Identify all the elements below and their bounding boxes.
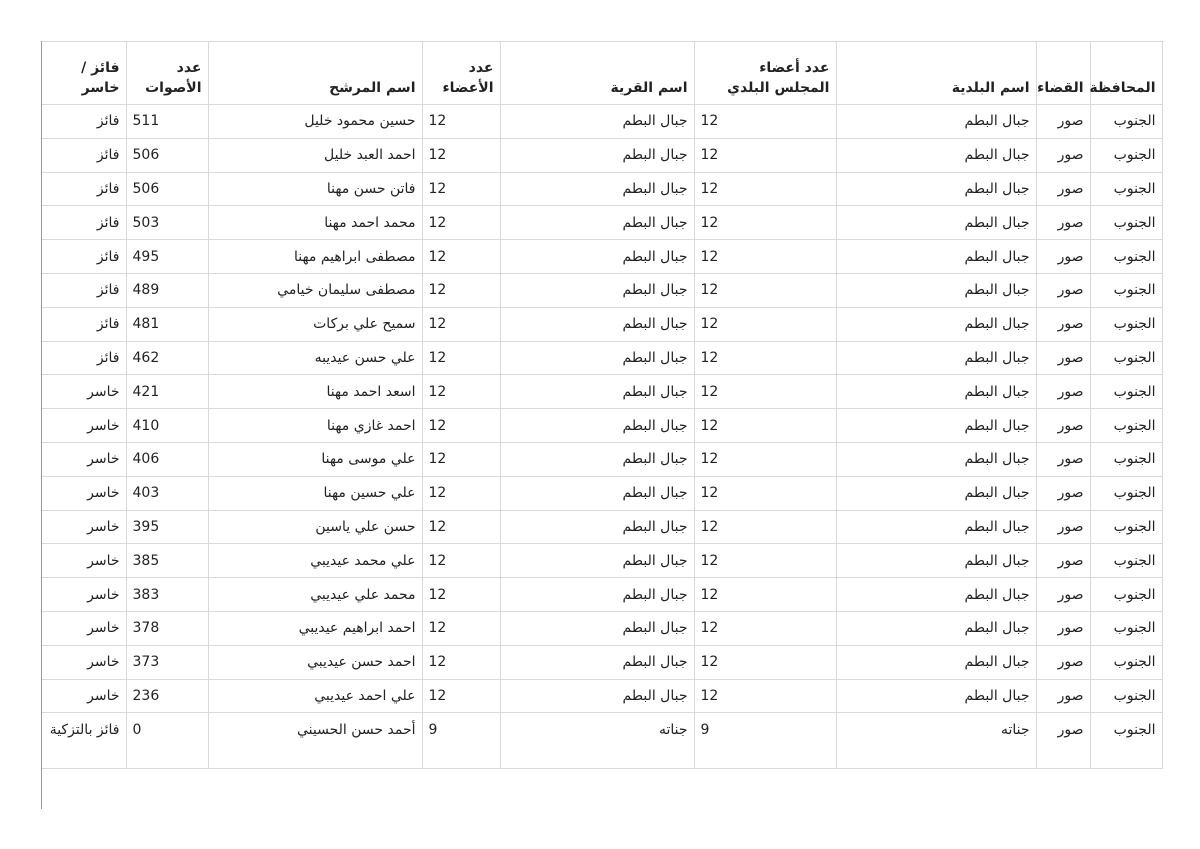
cell-members[interactable]: 12 — [422, 375, 500, 409]
cell-candidate[interactable]: علي حسن عيديبه — [208, 341, 422, 375]
cell-village[interactable]: جبال البطم — [500, 409, 694, 443]
cell-council-members[interactable]: 9 — [694, 713, 836, 769]
cell-district[interactable]: صور — [1036, 273, 1090, 307]
cell-council-members[interactable]: 12 — [694, 138, 836, 172]
cell-municipality[interactable]: جبال البطم — [836, 409, 1036, 443]
table-body — [42, 105, 1162, 769]
header-members[interactable]: عدد الأعضاء — [422, 42, 500, 105]
cell-council-members[interactable]: 12 — [694, 645, 836, 679]
header-row — [42, 42, 1162, 105]
spreadsheet — [41, 41, 1162, 809]
cell-members[interactable]: 12 — [422, 273, 500, 307]
cell-council-members[interactable]: 12 — [694, 510, 836, 544]
cell-district[interactable]: صور — [1036, 476, 1090, 510]
cell-village[interactable]: جبال البطم — [500, 375, 694, 409]
cell-council-members[interactable]: 12 — [694, 544, 836, 578]
table-row — [42, 307, 1162, 341]
header-result[interactable]: فائز / خاسر — [42, 42, 126, 105]
cell-village[interactable]: جبال البطم — [500, 679, 694, 713]
cell-candidate[interactable]: احمد العبد خليل — [208, 138, 422, 172]
table-row — [42, 679, 1162, 713]
cell-members[interactable]: 12 — [422, 442, 500, 476]
cell-votes[interactable]: 403 — [126, 476, 208, 510]
table-header — [42, 42, 1162, 105]
cell-members[interactable]: 12 — [422, 138, 500, 172]
cell-village[interactable]: جبال البطم — [500, 240, 694, 274]
cell-votes[interactable]: 373 — [126, 645, 208, 679]
cell-governorate[interactable]: الجنوب — [1090, 578, 1162, 612]
cell-village[interactable]: جبال البطم — [500, 544, 694, 578]
cell-municipality[interactable]: جبال البطم — [836, 510, 1036, 544]
cell-district[interactable]: صور — [1036, 206, 1090, 240]
cell-district[interactable]: صور — [1036, 409, 1090, 443]
cell-votes[interactable]: 421 — [126, 375, 208, 409]
cell-candidate[interactable]: اسعد احمد مهنا — [208, 375, 422, 409]
cell-members[interactable]: 12 — [422, 409, 500, 443]
cell-members[interactable]: 12 — [422, 578, 500, 612]
cell-municipality[interactable]: جبال البطم — [836, 240, 1036, 274]
cell-village[interactable]: جبال البطم — [500, 611, 694, 645]
cell-district[interactable]: صور — [1036, 105, 1090, 139]
cell-council-members[interactable]: 12 — [694, 240, 836, 274]
cell-governorate[interactable]: الجنوب — [1090, 341, 1162, 375]
cell-district[interactable]: صور — [1036, 341, 1090, 375]
header-candidate[interactable]: اسم المرشح — [208, 42, 422, 105]
cell-candidate[interactable]: محمد علي عيديبي — [208, 578, 422, 612]
cell-result[interactable]: خاسر — [42, 578, 126, 612]
cell-candidate[interactable]: علي موسى مهنا — [208, 442, 422, 476]
cell-result[interactable]: خاسر — [42, 442, 126, 476]
cell-municipality[interactable]: جبال البطم — [836, 105, 1036, 139]
cell-municipality[interactable]: جبال البطم — [836, 611, 1036, 645]
cell-votes[interactable]: 503 — [126, 206, 208, 240]
cell-votes[interactable]: 236 — [126, 679, 208, 713]
header-municipality[interactable]: اسم البلدية — [836, 42, 1036, 105]
cell-result[interactable]: فائز — [42, 307, 126, 341]
cell-district[interactable]: صور — [1036, 375, 1090, 409]
cell-council-members[interactable]: 12 — [694, 442, 836, 476]
cell-municipality[interactable]: جبال البطم — [836, 645, 1036, 679]
cell-votes[interactable]: 506 — [126, 172, 208, 206]
table-row — [42, 611, 1162, 645]
cell-members[interactable]: 12 — [422, 544, 500, 578]
cell-district[interactable]: صور — [1036, 578, 1090, 612]
cell-candidate[interactable]: احمد حسن عيديبي — [208, 645, 422, 679]
table-row — [42, 442, 1162, 476]
cell-municipality[interactable]: جبال البطم — [836, 206, 1036, 240]
cell-village[interactable]: جبال البطم — [500, 172, 694, 206]
cell-members[interactable]: 12 — [422, 206, 500, 240]
cell-governorate[interactable]: الجنوب — [1090, 240, 1162, 274]
table-row — [42, 138, 1162, 172]
cell-governorate[interactable]: الجنوب — [1090, 476, 1162, 510]
cell-municipality[interactable]: جناته — [836, 713, 1036, 769]
cell-district[interactable]: صور — [1036, 172, 1090, 206]
header-district[interactable]: القضاء — [1036, 42, 1090, 105]
table-row — [42, 645, 1162, 679]
cell-result[interactable]: فائز — [42, 172, 126, 206]
cell-council-members[interactable]: 12 — [694, 375, 836, 409]
cell-council-members[interactable]: 12 — [694, 307, 836, 341]
table-row — [42, 273, 1162, 307]
cell-municipality[interactable]: جبال البطم — [836, 307, 1036, 341]
cell-result[interactable]: خاسر — [42, 645, 126, 679]
cell-governorate[interactable]: الجنوب — [1090, 409, 1162, 443]
cell-village[interactable]: جبال البطم — [500, 510, 694, 544]
cell-candidate[interactable]: مصطفى ابراهيم مهنا — [208, 240, 422, 274]
cell-candidate[interactable]: احمد ابراهيم عيديبي — [208, 611, 422, 645]
cell-members[interactable]: 12 — [422, 645, 500, 679]
cell-governorate[interactable]: الجنوب — [1090, 138, 1162, 172]
cell-village[interactable]: جبال البطم — [500, 341, 694, 375]
table-row — [42, 375, 1162, 409]
table-row — [42, 544, 1162, 578]
cell-members[interactable]: 12 — [422, 172, 500, 206]
header-votes[interactable]: عدد الأصوات — [126, 42, 208, 105]
cell-candidate[interactable]: فاتن حسن مهنا — [208, 172, 422, 206]
cell-municipality[interactable]: جبال البطم — [836, 341, 1036, 375]
cell-result[interactable]: فائز — [42, 273, 126, 307]
cell-result[interactable]: خاسر — [42, 476, 126, 510]
cell-municipality[interactable]: جبال البطم — [836, 578, 1036, 612]
cell-district[interactable]: صور — [1036, 138, 1090, 172]
cell-council-members[interactable]: 12 — [694, 679, 836, 713]
cell-village[interactable]: جبال البطم — [500, 206, 694, 240]
table-row — [42, 510, 1162, 544]
cell-governorate[interactable]: الجنوب — [1090, 273, 1162, 307]
cell-members[interactable]: 12 — [422, 476, 500, 510]
cell-result[interactable]: خاسر — [42, 544, 126, 578]
table-row — [42, 341, 1162, 375]
cell-governorate[interactable]: الجنوب — [1090, 510, 1162, 544]
cell-district[interactable]: صور — [1036, 442, 1090, 476]
cell-result[interactable]: خاسر — [42, 679, 126, 713]
cell-district[interactable]: صور — [1036, 713, 1090, 769]
cell-district[interactable]: صور — [1036, 544, 1090, 578]
cell-governorate[interactable]: الجنوب — [1090, 679, 1162, 713]
cell-village[interactable]: جبال البطم — [500, 442, 694, 476]
cell-municipality[interactable]: جبال البطم — [836, 442, 1036, 476]
table-row — [42, 578, 1162, 612]
table-row — [42, 713, 1162, 769]
cell-council-members[interactable]: 12 — [694, 341, 836, 375]
table-row — [42, 409, 1162, 443]
table-row — [42, 172, 1162, 206]
cell-municipality[interactable]: جبال البطم — [836, 273, 1036, 307]
cell-district[interactable]: صور — [1036, 645, 1090, 679]
cell-council-members[interactable]: 12 — [694, 578, 836, 612]
cell-votes[interactable]: 406 — [126, 442, 208, 476]
cell-council-members[interactable]: 12 — [694, 476, 836, 510]
cell-candidate[interactable]: حسين محمود خليل — [208, 105, 422, 139]
cell-result[interactable]: خاسر — [42, 611, 126, 645]
cell-result[interactable]: فائز — [42, 138, 126, 172]
cell-council-members[interactable]: 12 — [694, 172, 836, 206]
cell-governorate[interactable]: الجنوب — [1090, 442, 1162, 476]
cell-candidate[interactable]: محمد احمد مهنا — [208, 206, 422, 240]
cell-votes[interactable]: 385 — [126, 544, 208, 578]
cell-candidate[interactable]: علي احمد عيديبي — [208, 679, 422, 713]
cell-candidate[interactable]: علي محمد عيديبي — [208, 544, 422, 578]
cell-council-members[interactable]: 12 — [694, 409, 836, 443]
cell-votes[interactable]: 383 — [126, 578, 208, 612]
table-row — [42, 240, 1162, 274]
cell-district[interactable]: صور — [1036, 611, 1090, 645]
cell-candidate[interactable]: احمد غازي مهنا — [208, 409, 422, 443]
cell-candidate[interactable]: علي حسين مهنا — [208, 476, 422, 510]
cell-members[interactable]: 12 — [422, 240, 500, 274]
cell-village[interactable]: جبال البطم — [500, 273, 694, 307]
cell-candidate[interactable]: حسن علي ياسين — [208, 510, 422, 544]
cell-village[interactable]: جبال البطم — [500, 307, 694, 341]
cell-governorate[interactable]: الجنوب — [1090, 105, 1162, 139]
cell-members[interactable]: 12 — [422, 679, 500, 713]
cell-votes[interactable]: 495 — [126, 240, 208, 274]
cell-council-members[interactable]: 12 — [694, 105, 836, 139]
cell-governorate[interactable]: الجنوب — [1090, 611, 1162, 645]
cell-municipality[interactable]: جبال البطم — [836, 476, 1036, 510]
cell-district[interactable]: صور — [1036, 679, 1090, 713]
cell-council-members[interactable]: 12 — [694, 611, 836, 645]
cell-members[interactable]: 12 — [422, 307, 500, 341]
cell-council-members[interactable]: 12 — [694, 273, 836, 307]
cell-candidate[interactable]: مصطفى سليمان خيامي — [208, 273, 422, 307]
cell-votes[interactable]: 410 — [126, 409, 208, 443]
cell-governorate[interactable]: الجنوب — [1090, 645, 1162, 679]
cell-governorate[interactable]: الجنوب — [1090, 172, 1162, 206]
cell-result[interactable]: فائز — [42, 240, 126, 274]
cell-result[interactable]: فائز — [42, 105, 126, 139]
cell-village[interactable]: جبال البطم — [500, 105, 694, 139]
cell-votes[interactable]: 0 — [126, 713, 208, 769]
cell-votes[interactable]: 395 — [126, 510, 208, 544]
table-row — [42, 105, 1162, 139]
cell-votes[interactable]: 506 — [126, 138, 208, 172]
cell-village[interactable]: جبال البطم — [500, 578, 694, 612]
cell-members[interactable]: 12 — [422, 341, 500, 375]
cell-members[interactable]: 12 — [422, 611, 500, 645]
cell-municipality[interactable]: جبال البطم — [836, 544, 1036, 578]
cell-governorate[interactable]: الجنوب — [1090, 713, 1162, 769]
cell-municipality[interactable]: جبال البطم — [836, 172, 1036, 206]
cell-district[interactable]: صور — [1036, 240, 1090, 274]
cell-municipality[interactable]: جبال البطم — [836, 679, 1036, 713]
cell-council-members[interactable]: 12 — [694, 206, 836, 240]
cell-village[interactable]: جناته — [500, 713, 694, 769]
cell-result[interactable]: خاسر — [42, 375, 126, 409]
election-results-table — [42, 41, 1163, 769]
cell-governorate[interactable]: الجنوب — [1090, 307, 1162, 341]
cell-candidate[interactable]: أحمد حسن الحسيني — [208, 713, 422, 769]
cell-result[interactable]: فائز بالتزكية — [42, 713, 126, 769]
cell-municipality[interactable]: جبال البطم — [836, 138, 1036, 172]
cell-votes[interactable]: 489 — [126, 273, 208, 307]
cell-municipality[interactable]: جبال البطم — [836, 375, 1036, 409]
cell-members[interactable]: 12 — [422, 105, 500, 139]
cell-votes[interactable]: 511 — [126, 105, 208, 139]
cell-members[interactable]: 12 — [422, 510, 500, 544]
cell-members[interactable]: 9 — [422, 713, 500, 769]
cell-candidate[interactable]: سميح علي بركات — [208, 307, 422, 341]
cell-result[interactable]: فائز — [42, 341, 126, 375]
cell-village[interactable]: جبال البطم — [500, 138, 694, 172]
header-governorate[interactable]: المحافظة — [1090, 42, 1162, 105]
cell-votes[interactable]: 462 — [126, 341, 208, 375]
header-village[interactable]: اسم القرية — [500, 42, 694, 105]
cell-district[interactable]: صور — [1036, 510, 1090, 544]
cell-village[interactable]: جبال البطم — [500, 645, 694, 679]
cell-village[interactable]: جبال البطم — [500, 476, 694, 510]
header-council-members[interactable]: عدد أعضاء المجلس البلدي — [694, 42, 836, 105]
cell-result[interactable]: خاسر — [42, 409, 126, 443]
cell-result[interactable]: فائز — [42, 206, 126, 240]
cell-votes[interactable]: 378 — [126, 611, 208, 645]
table-row — [42, 206, 1162, 240]
table-row — [42, 476, 1162, 510]
cell-governorate[interactable]: الجنوب — [1090, 206, 1162, 240]
cell-votes[interactable]: 481 — [126, 307, 208, 341]
cell-governorate[interactable]: الجنوب — [1090, 544, 1162, 578]
cell-result[interactable]: خاسر — [42, 510, 126, 544]
cell-district[interactable]: صور — [1036, 307, 1090, 341]
cell-governorate[interactable]: الجنوب — [1090, 375, 1162, 409]
